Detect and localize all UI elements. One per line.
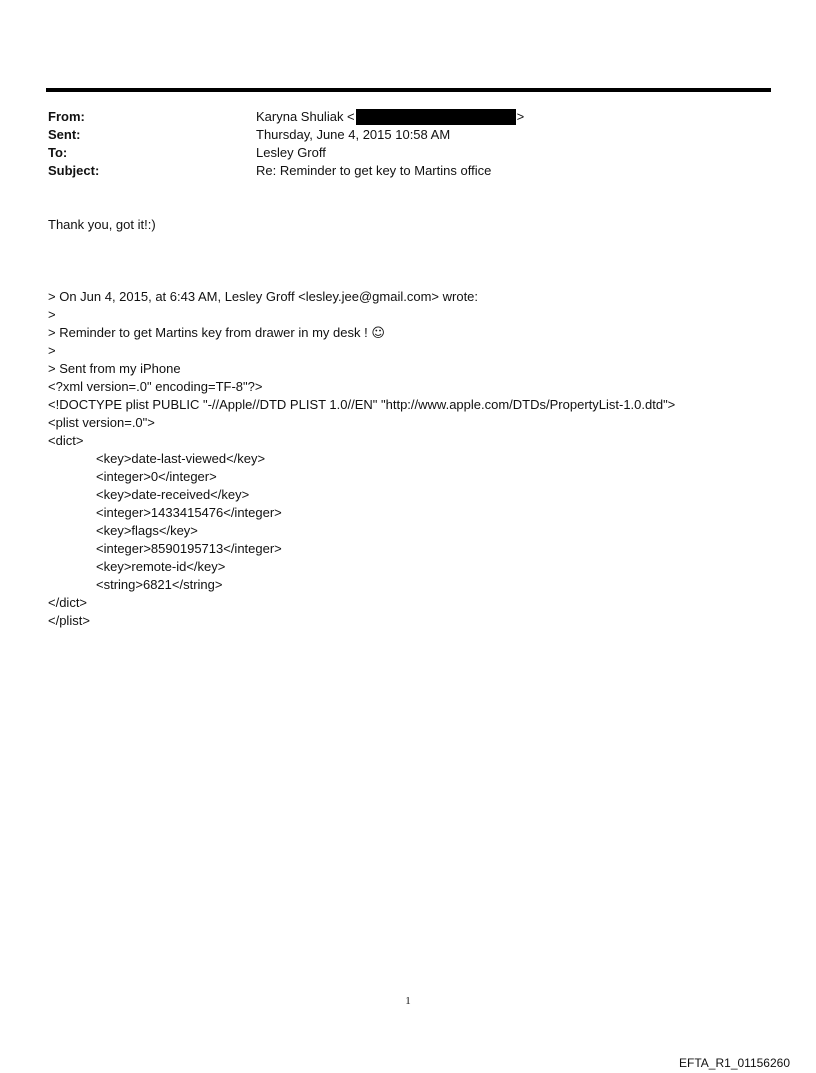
sent-value: Thursday, June 4, 2015 10:58 AM bbox=[256, 127, 451, 142]
redaction-box bbox=[356, 109, 516, 125]
sent-row bbox=[48, 126, 524, 144]
from-label: From: bbox=[48, 109, 85, 124]
quoted-line: > bbox=[48, 343, 56, 358]
subject-value: Re: Reminder to get key to Martins office bbox=[256, 163, 492, 178]
quoted-line bbox=[48, 324, 675, 342]
plist-line: <plist version=.0"> bbox=[48, 415, 155, 430]
from-name: Karyna Shuliak < bbox=[256, 109, 355, 124]
plist-line: </dict> bbox=[48, 595, 88, 610]
plist-line: <?xml version=.0" encoding=TF-8"?> bbox=[48, 379, 263, 394]
reminder-text: > Reminder to get Martins key from drawer in my desk ! bbox=[48, 325, 368, 340]
email-header bbox=[48, 108, 524, 180]
from-row bbox=[48, 108, 524, 126]
plist-line: <key>date-received</key> bbox=[96, 487, 250, 502]
header-rule bbox=[46, 88, 771, 92]
from-value bbox=[256, 108, 524, 126]
reply-text: Thank you, got it!:) bbox=[48, 217, 156, 232]
smiley-icon: ☺ bbox=[371, 326, 385, 341]
plist-line: <key>flags</key> bbox=[96, 523, 198, 538]
quoted-line: > On Jun 4, 2015, at 6:43 AM, Lesley Groff <lesley.jee@gmail.com> wrote: bbox=[48, 289, 479, 304]
to-value: Lesley Groff bbox=[256, 145, 326, 160]
plist-line: </plist> bbox=[48, 613, 90, 628]
from-suffix: > bbox=[516, 109, 525, 124]
quoted-line: > Sent from my iPhone bbox=[48, 361, 181, 376]
plist-line: <key>date-last-viewed</key> bbox=[96, 451, 266, 466]
plist-line: <integer>8590195713</integer> bbox=[96, 541, 282, 556]
subject-label: Subject: bbox=[48, 163, 100, 178]
plist-line: <integer>1433415476</integer> bbox=[96, 505, 282, 520]
document-id: EFTA_R1_01156260 bbox=[679, 1056, 790, 1070]
quoted-line: > bbox=[48, 307, 56, 322]
plist-line: <key>remote-id</key> bbox=[96, 559, 226, 574]
to-row bbox=[48, 144, 524, 162]
message-body bbox=[48, 288, 675, 630]
plist-line: <string>6821</string> bbox=[96, 577, 223, 592]
subject-row bbox=[48, 162, 524, 180]
page-number: 1 bbox=[405, 995, 411, 1007]
to-label: To: bbox=[48, 145, 68, 160]
sent-label: Sent: bbox=[48, 127, 81, 142]
plist-line: <dict> bbox=[48, 433, 84, 448]
plist-line: <integer>0</integer> bbox=[96, 469, 217, 484]
plist-line: <!DOCTYPE plist PUBLIC "-//Apple//DTD PLIST 1.0//EN" "http://www.apple.com/DTDs/PropertyList-1.0.dtd"> bbox=[48, 397, 676, 412]
